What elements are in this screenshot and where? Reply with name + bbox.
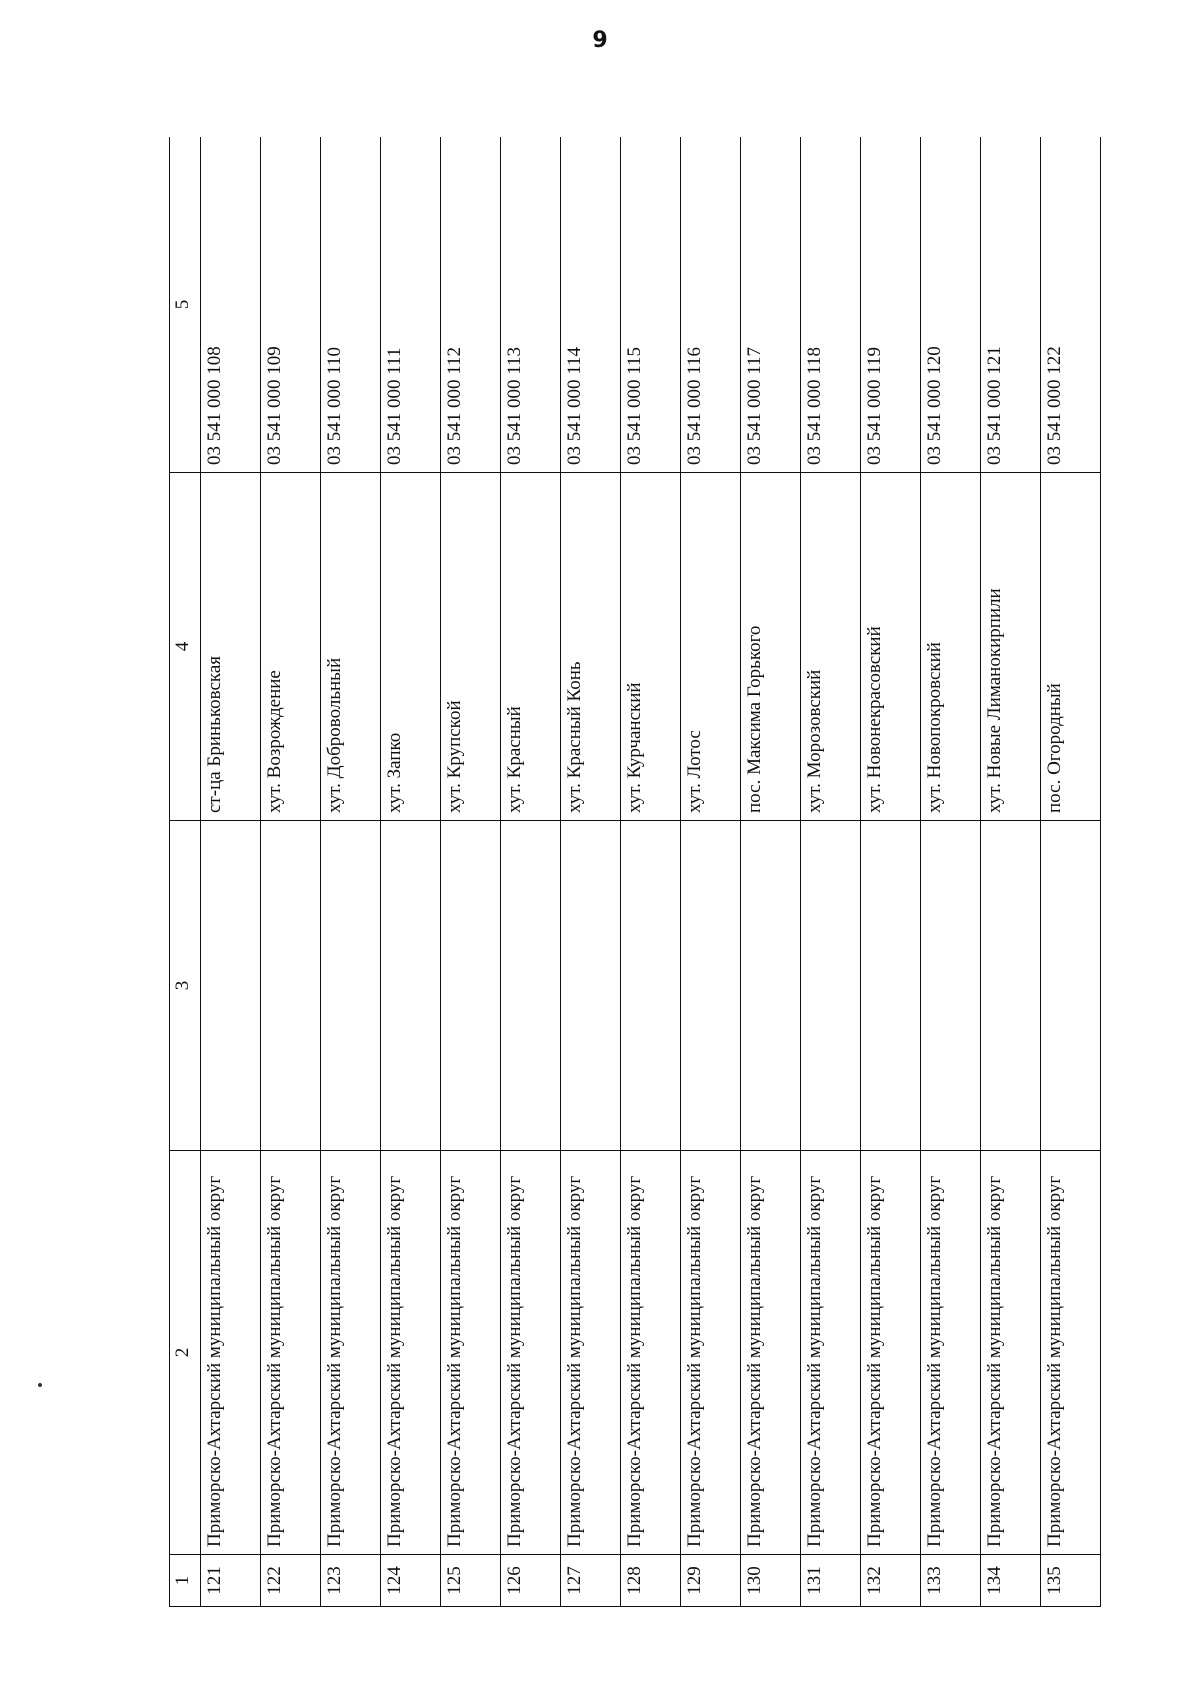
code-cell: 03 541 000 108 xyxy=(201,137,261,473)
table-row xyxy=(501,137,561,1607)
district-cell: Приморско-Ахтарский муниципальный округ xyxy=(981,1151,1041,1555)
table-row xyxy=(441,137,501,1607)
row-number-cell: 127 xyxy=(561,1555,621,1607)
column3-cell xyxy=(981,821,1041,1151)
table-row xyxy=(201,137,261,1607)
column3-cell xyxy=(201,821,261,1151)
district-cell: Приморско-Ахтарский муниципальный округ xyxy=(861,1151,921,1555)
district-cell: Приморско-Ахтарский муниципальный округ xyxy=(201,1151,261,1555)
code-cell: 03 541 000 116 xyxy=(681,137,741,473)
settlement-cell: хут. Возрождение xyxy=(261,473,321,821)
settlement-cell: хут. Красный Конь xyxy=(561,473,621,821)
row-number-cell: 123 xyxy=(321,1555,381,1607)
column3-cell xyxy=(1041,821,1101,1151)
row-number-cell: 129 xyxy=(681,1555,741,1607)
header-cell: 1 xyxy=(170,1555,201,1607)
column3-cell xyxy=(681,821,741,1151)
district-cell: Приморско-Ахтарский муниципальный округ xyxy=(561,1151,621,1555)
row-number-cell: 126 xyxy=(501,1555,561,1607)
table-body xyxy=(170,137,1101,1607)
column3-cell xyxy=(861,821,921,1151)
row-number-cell: 132 xyxy=(861,1555,921,1607)
column3-cell xyxy=(321,821,381,1151)
row-number-cell: 122 xyxy=(261,1555,321,1607)
code-cell: 03 541 000 111 xyxy=(381,137,441,473)
district-cell: Приморско-Ахтарский муниципальный округ xyxy=(321,1151,381,1555)
table-row xyxy=(921,137,981,1607)
table-row xyxy=(561,137,621,1607)
row-number-cell: 135 xyxy=(1041,1555,1101,1607)
settlement-cell: пос. Огородный xyxy=(1041,473,1101,821)
code-cell: 03 541 000 109 xyxy=(261,137,321,473)
district-cell: Приморско-Ахтарский муниципальный округ xyxy=(741,1151,801,1555)
district-cell: Приморско-Ахтарский муниципальный округ xyxy=(441,1151,501,1555)
district-cell: Приморско-Ахтарский муниципальный округ xyxy=(261,1151,321,1555)
column3-cell xyxy=(441,821,501,1151)
settlement-cell: хут. Запко xyxy=(381,473,441,821)
code-cell: 03 541 000 122 xyxy=(1041,137,1101,473)
table-header-row xyxy=(170,137,201,1607)
header-cell: 3 xyxy=(170,821,201,1151)
district-cell: Приморско-Ахтарский муниципальный округ xyxy=(1041,1151,1101,1555)
settlement-cell: пос. Максима Горького xyxy=(741,473,801,821)
row-number-cell: 130 xyxy=(741,1555,801,1607)
column3-cell xyxy=(561,821,621,1151)
header-cell: 5 xyxy=(170,137,201,473)
code-cell: 03 541 000 119 xyxy=(861,137,921,473)
code-cell: 03 541 000 118 xyxy=(801,137,861,473)
district-cell: Приморско-Ахтарский муниципальный округ xyxy=(801,1151,861,1555)
district-cell: Приморско-Ахтарский муниципальный округ xyxy=(921,1151,981,1555)
row-number-cell: 131 xyxy=(801,1555,861,1607)
table-row xyxy=(621,137,681,1607)
table-row xyxy=(261,137,321,1607)
code-cell: 03 541 000 120 xyxy=(921,137,981,473)
settlement-cell: хут. Морозовский xyxy=(801,473,861,821)
table-row xyxy=(381,137,441,1607)
row-number-cell: 134 xyxy=(981,1555,1041,1607)
table-row xyxy=(801,137,861,1607)
district-cell: Приморско-Ахтарский муниципальный округ xyxy=(621,1151,681,1555)
table-row xyxy=(861,137,921,1607)
row-number-cell: 133 xyxy=(921,1555,981,1607)
row-number-cell: 121 xyxy=(201,1555,261,1607)
column3-cell xyxy=(741,821,801,1151)
code-cell: 03 541 000 117 xyxy=(741,137,801,473)
settlement-cell: хут. Красный xyxy=(501,473,561,821)
header-cell: 4 xyxy=(170,473,201,821)
column3-cell xyxy=(261,821,321,1151)
column3-cell xyxy=(501,821,561,1151)
column3-cell xyxy=(381,821,441,1151)
code-cell: 03 541 000 112 xyxy=(441,137,501,473)
column3-cell xyxy=(621,821,681,1151)
settlement-cell: хут. Лотос xyxy=(681,473,741,821)
settlements-table xyxy=(169,137,1101,1607)
settlement-cell: хут. Крупской xyxy=(441,473,501,821)
district-cell: Приморско-Ахтарский муниципальный округ xyxy=(381,1151,441,1555)
page-number: 9 xyxy=(592,28,608,53)
code-cell: 03 541 000 113 xyxy=(501,137,561,473)
settlement-cell: хут. Добровольный xyxy=(321,473,381,821)
table-row xyxy=(1041,137,1101,1607)
row-number-cell: 128 xyxy=(621,1555,681,1607)
scan-speck xyxy=(38,1383,42,1387)
row-number-cell: 125 xyxy=(441,1555,501,1607)
code-cell: 03 541 000 121 xyxy=(981,137,1041,473)
code-cell: 03 541 000 114 xyxy=(561,137,621,473)
rotated-table-frame xyxy=(169,137,1101,1607)
table-container xyxy=(169,137,1101,1607)
header-cell: 2 xyxy=(170,1151,201,1555)
settlement-cell: хут. Новопокровский xyxy=(921,473,981,821)
table-row xyxy=(981,137,1041,1607)
settlement-cell: ст-ца Бриньковская xyxy=(201,473,261,821)
table-row xyxy=(681,137,741,1607)
row-number-cell: 124 xyxy=(381,1555,441,1607)
code-cell: 03 541 000 115 xyxy=(621,137,681,473)
column3-cell xyxy=(801,821,861,1151)
code-cell: 03 541 000 110 xyxy=(321,137,381,473)
district-cell: Приморско-Ахтарский муниципальный округ xyxy=(681,1151,741,1555)
column3-cell xyxy=(921,821,981,1151)
settlement-cell: хут. Новонекрасовский xyxy=(861,473,921,821)
table-row xyxy=(321,137,381,1607)
settlement-cell: хут. Новые Лиманокирпили xyxy=(981,473,1041,821)
settlement-cell: хут. Курчанский xyxy=(621,473,681,821)
table-row xyxy=(741,137,801,1607)
district-cell: Приморско-Ахтарский муниципальный округ xyxy=(501,1151,561,1555)
